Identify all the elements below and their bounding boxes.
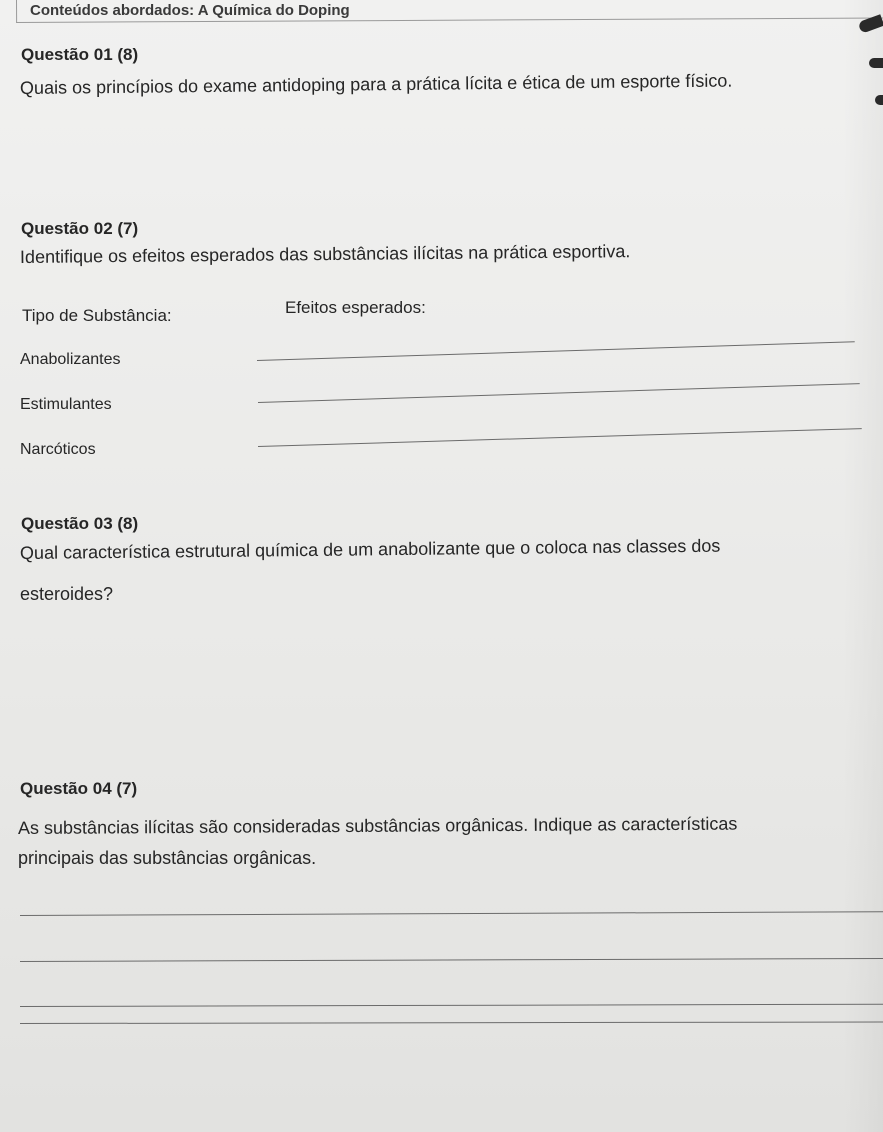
page-edge-shadow <box>843 0 883 1132</box>
answer-line <box>258 428 862 447</box>
answer-line <box>20 1021 883 1024</box>
header-title: Conteúdos abordados: A Química do Doping <box>30 2 350 19</box>
question-3-title: Questão 03 (8) <box>21 514 139 533</box>
table-header-substance: Tipo de Substância: <box>22 306 172 325</box>
question-3-text-line2: esteroides? <box>20 584 114 604</box>
binder-ring <box>875 95 883 105</box>
question-1-text: Quais os princípios do exame antidoping para a prática lícita e ética de um esporte físico. <box>19 70 733 98</box>
substance-row-label: Anabolizantes <box>20 351 121 368</box>
answer-line <box>258 383 860 403</box>
question-4-title: Questão 04 (7) <box>20 779 138 798</box>
substance-row-label: Estimulantes <box>20 396 112 413</box>
question-3-text-line1: Qual característica estrutural química de um anabolizante que o coloca nas classes dos <box>19 535 721 563</box>
substance-row-label: Narcóticos <box>20 441 96 458</box>
answer-line <box>257 341 855 361</box>
binder-ring <box>869 58 883 68</box>
question-4-text-line2: principais das substâncias orgânicas. <box>18 848 317 868</box>
question-2-title: Questão 02 (7) <box>21 219 139 238</box>
question-1-title: Questão 01 (8) <box>21 45 139 64</box>
answer-line <box>20 958 883 962</box>
answer-line <box>20 911 883 916</box>
table-header-effects: Efeitos esperados: <box>285 298 426 317</box>
answer-line <box>20 1004 883 1007</box>
question-4-text-line1: As substâncias ilícitas são consideradas substâncias orgânicas. Indique as características <box>17 813 738 838</box>
question-2-text: Identifique os efeitos esperados das substâncias ilícitas na prática esportiva. <box>19 241 631 267</box>
